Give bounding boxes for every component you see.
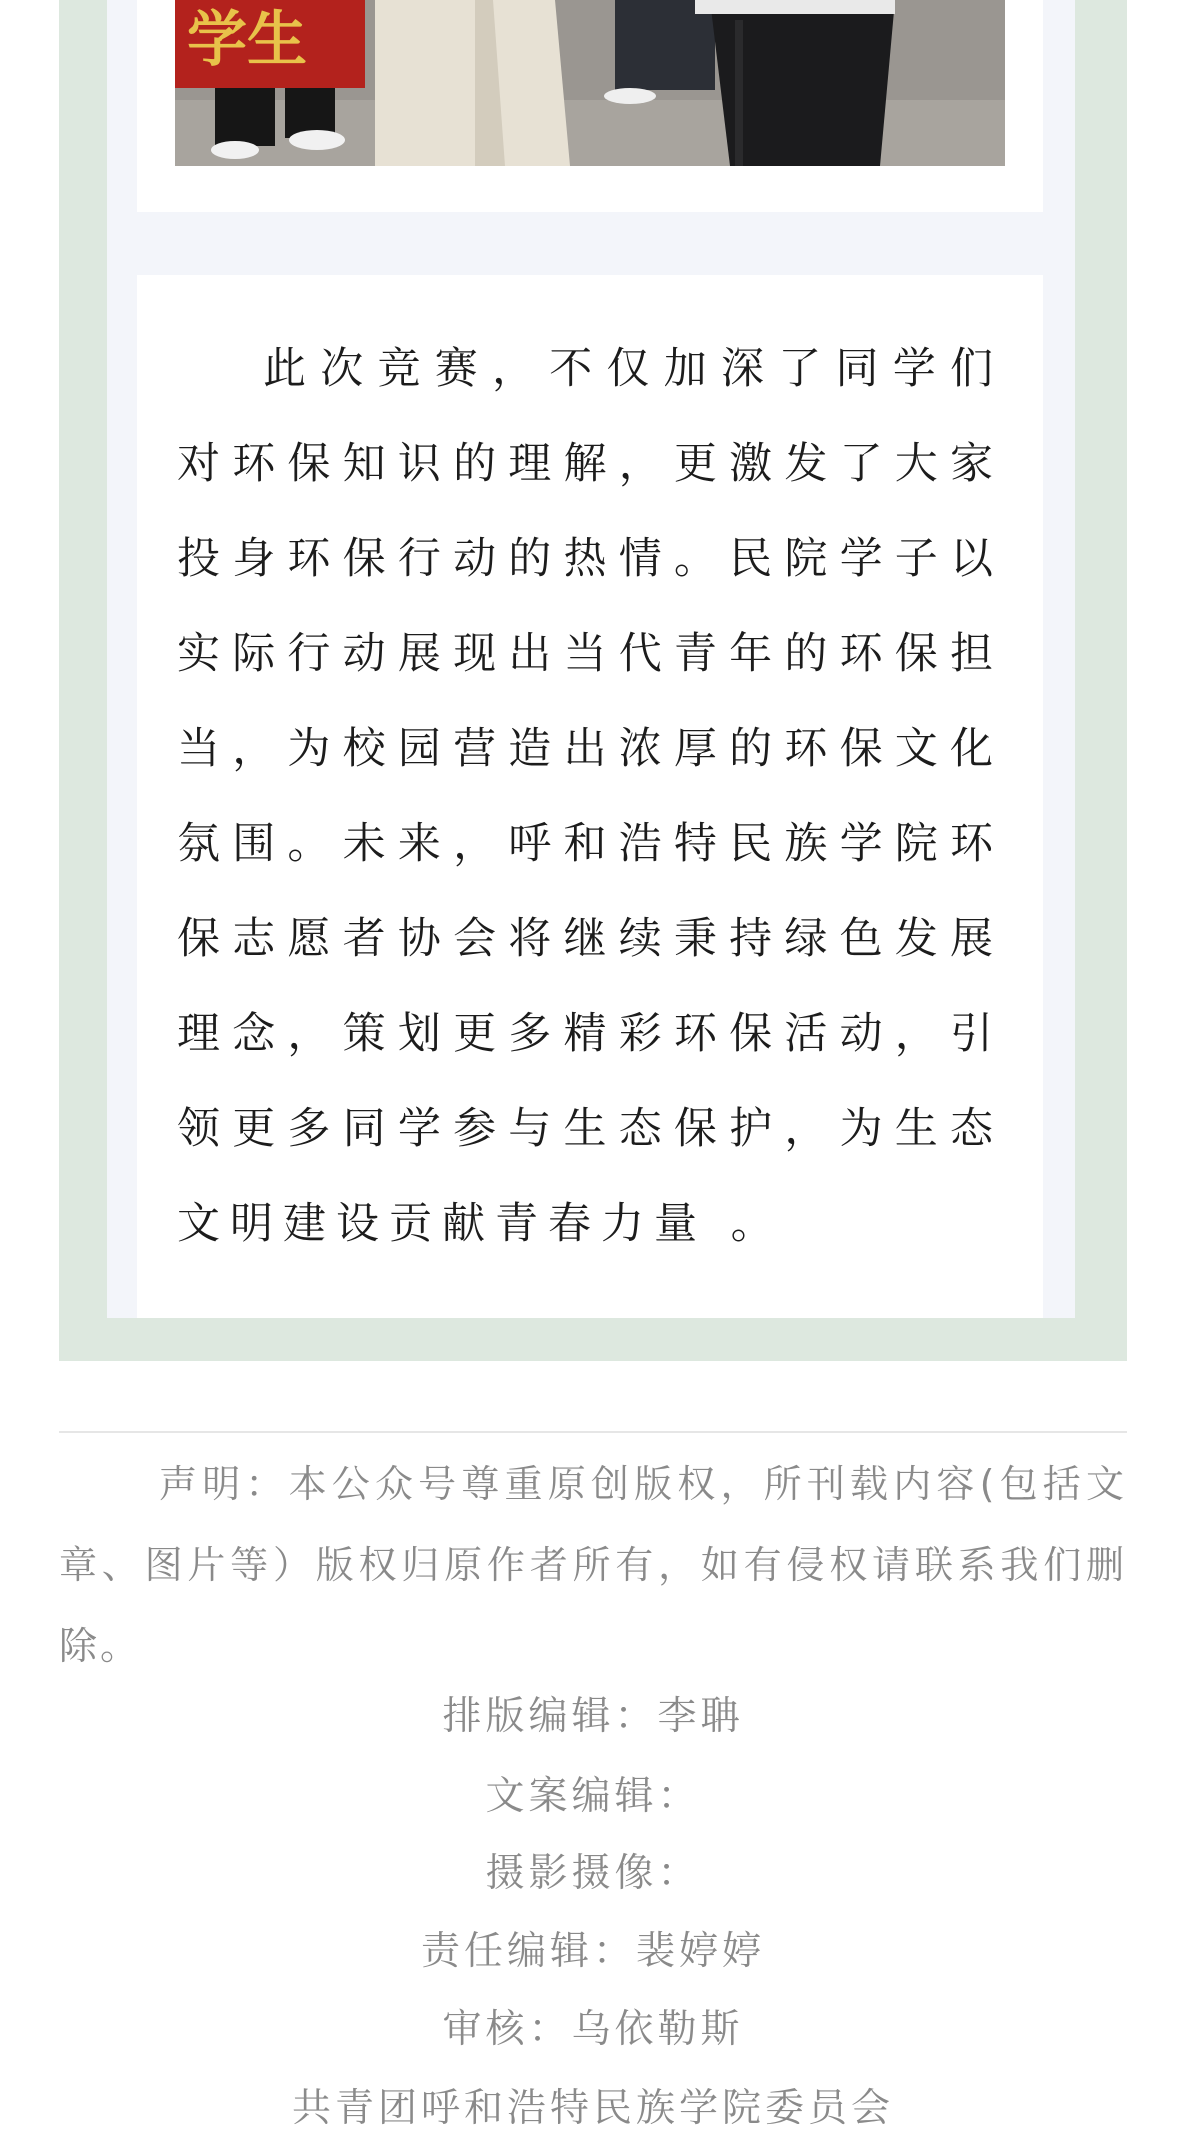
event-photo[interactable] — [175, 0, 1005, 166]
credit-layout-editor: 排版编辑：李聃 — [442, 1694, 744, 1739]
banner-text: 学生 — [187, 5, 307, 75]
copyright-statement: 声明：本公众号尊重原创版权，所刊载内容(包括文章、图片等）版权归原作者所有，如有侵权请联系我们删除。 — [59, 1462, 1127, 1668]
credit-reviewer: 审核：乌依勒斯 — [442, 2007, 744, 2052]
credit-photography: 摄影摄像： — [485, 1851, 701, 1896]
credit-organization: 共青团呼和浩特民族学院委员会 — [291, 2086, 894, 2130]
credit-copy-editor: 文案编辑： — [485, 1774, 701, 1819]
article-paragraph: 此次竞赛，不仅加深了同学们对环保知识的理解，更激发了大家投身环保行动的热情。民院学子以实际行动展现出当代青年的环保担当，为校园营造出浓厚的环保文化氛围。未来，呼和浩特民族学院环保志愿者协会将继续秉持绿色发展理念，策划更多精彩环保活动，引领更多同学参与生态保护，为生态文明建设贡献青春力量 。 — [177, 344, 1003, 1249]
credit-responsible-editor: 责任编辑：裴婷婷 — [420, 1929, 765, 1974]
footer-divider — [59, 1431, 1127, 1433]
